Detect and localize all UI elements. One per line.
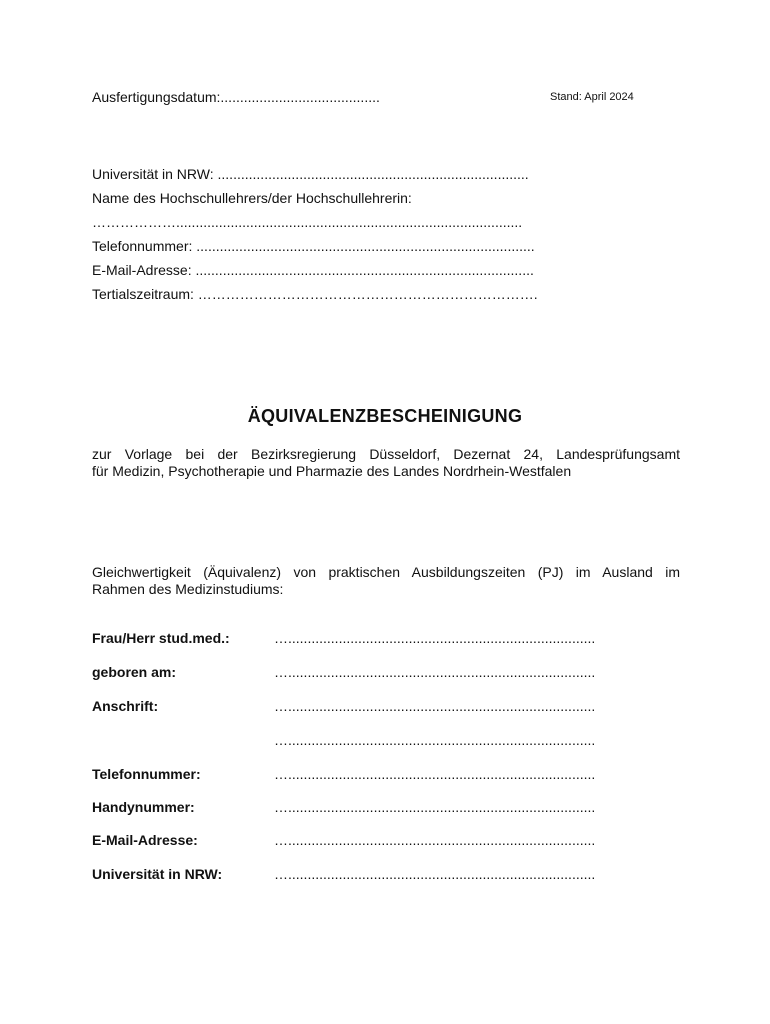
- university-field[interactable]: Universität in NRW: ................................................................................: [92, 166, 529, 182]
- form-row-email: [92, 832, 692, 852]
- professor-label: Name des Hochschullehrers/der Hochschullehrerin:: [92, 190, 412, 206]
- form-row-address-2: [92, 732, 692, 752]
- intro-line-1: Gleichwertigkeit (Äquivalenz) von praktischen Ausbildungszeiten (PJ) im Ausland im: [92, 564, 680, 580]
- email-field[interactable]: E-Mail-Adresse: .......................................................................................: [92, 262, 534, 278]
- name-field[interactable]: …...............................................................................: [274, 630, 596, 646]
- phone-field[interactable]: Telefonnummer: .......................................................................................: [92, 238, 535, 254]
- student-university-field[interactable]: …...............................................................................: [274, 866, 596, 882]
- form-row-address: [92, 698, 692, 718]
- mobile-field[interactable]: …...............................................................................: [274, 799, 596, 815]
- professor-field[interactable]: ……………….........................................................................................: [92, 214, 523, 230]
- student-phone-label: Telefonnummer:: [92, 766, 201, 782]
- document-title: ÄQUIVALENZBESCHEINIGUNG: [247, 406, 523, 426]
- form-row-university: [92, 866, 692, 886]
- intro: [92, 564, 680, 598]
- mobile-label: Handynummer:: [92, 799, 195, 815]
- student-email-label: E-Mail-Adresse:: [92, 832, 198, 848]
- address-line-2-field[interactable]: …...............................................................................: [274, 732, 596, 748]
- stand-label: Stand: April 2024: [550, 91, 634, 103]
- date-label: Ausfertigungsdatum:: [92, 89, 221, 105]
- intro-line-2: Rahmen des Medizinstudiums:: [92, 581, 284, 597]
- student-phone-field[interactable]: …...............................................................................: [274, 766, 596, 782]
- subtitle: [92, 446, 680, 480]
- form-row-name: [92, 630, 692, 650]
- form-row-phone: [92, 766, 692, 786]
- subtitle-line-1: zur Vorlage bei der Bezirksregierung Düsseldorf, Dezernat 24, Landesprüfungsamt: [92, 446, 680, 462]
- date-field[interactable]: .........................................: [220, 89, 380, 105]
- birthdate-label: geboren am:: [92, 664, 177, 680]
- address-field[interactable]: …...............................................................................: [274, 698, 596, 714]
- birthdate-field[interactable]: …...............................................................................: [274, 664, 596, 680]
- address-label: Anschrift:: [92, 698, 159, 714]
- date-line: [92, 85, 380, 109]
- form-row-birthdate: [92, 664, 692, 684]
- name-label: Frau/Herr stud.med.:: [92, 630, 230, 646]
- form-row-mobile: [92, 799, 692, 819]
- subtitle-line-2: für Medizin, Psychotherapie und Pharmazie des Landes Nordrhein-Westfalen: [92, 463, 572, 479]
- student-university-label: Universität in NRW:: [92, 866, 223, 882]
- tertial-field[interactable]: Tertialszeitraum: ……………………………………………………………….: [92, 286, 538, 302]
- student-email-field[interactable]: …...............................................................................: [274, 832, 596, 848]
